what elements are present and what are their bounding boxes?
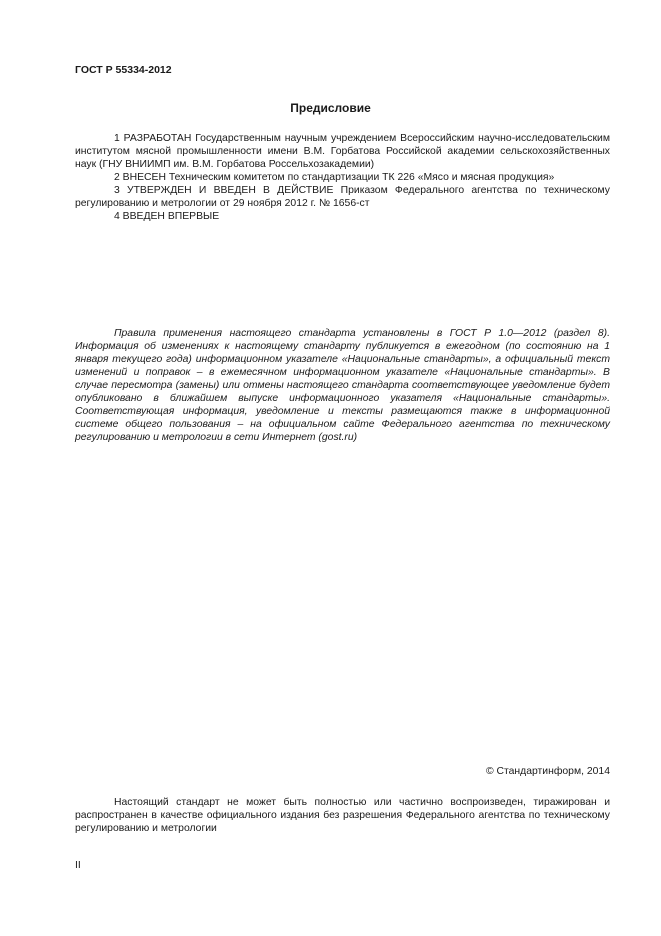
preface-list <box>75 132 610 223</box>
page-number: II <box>75 860 81 871</box>
document-code: ГОСТ Р 55334-2012 <box>75 64 172 76</box>
notice-paragraph: Настоящий стандарт не может быть полностью или частично воспроизведен, тиражирован и распространен в качестве официального издания без разрешения Федерального агентства по техническому регулированию и метрологии <box>75 797 610 834</box>
page-title: Предисловие <box>290 101 371 115</box>
preface-item-developed: 1 РАЗРАБОТАН Государственным научным учреждением Всероссийским научно-исследовательским институтом мясной промышленности имени В.М. Горбатова Российской академии сельскохозяйственных наук (ГНУ ВНИИМП им. В.М. Горбатова Россельхозакадемии) <box>75 133 610 170</box>
preface-item-approved: 3 УТВЕРЖДЕН И ВВЕДЕН В ДЕЙСТВИЕ Приказом Федерального агентства по техническому регулированию и метрологии от 29 ноября 2012 г. № 1656-ст <box>75 185 610 209</box>
rules-section <box>75 327 610 444</box>
preface-item-first-introduced: 4 ВВЕДЕН ВПЕРВЫЕ <box>114 211 220 222</box>
copyright-line <box>486 766 610 777</box>
preface-item-introduced: 2 ВНЕСЕН Техническим комитетом по стандартизации ТК 226 «Мясо и мясная продукция» <box>114 172 555 183</box>
rules-paragraph: Правила применения настоящего стандарта установлены в ГОСТ Р 1.0—2012 (раздел 8). Информация об изменениях к настоящему стандарту публикуется в ежегодном (по состоянию на 1 января текущего года) информационном указателе «Национальные стандарты», а официальный текст изменений и поправок – в ежемесячном информационном указателе «Национальные стандарты». В случае пересмотра (замены) или отмены настоящего стандарта соответствующее уведомление будет опубликовано в ближайшем выпуске информационного указателя «Национальные стандарты». Соответствующая информация, уведомление и тексты размещаются также в информационной системе общего пользования – на официальном сайте Федерального агентства по техническому регулированию и метрологии в сети Интернет (gost.ru) <box>75 328 610 443</box>
copyright-icon: © <box>485 766 494 777</box>
reproduction-notice <box>75 796 610 835</box>
copyright-text: Стандартинформ, 2014 <box>493 766 610 777</box>
